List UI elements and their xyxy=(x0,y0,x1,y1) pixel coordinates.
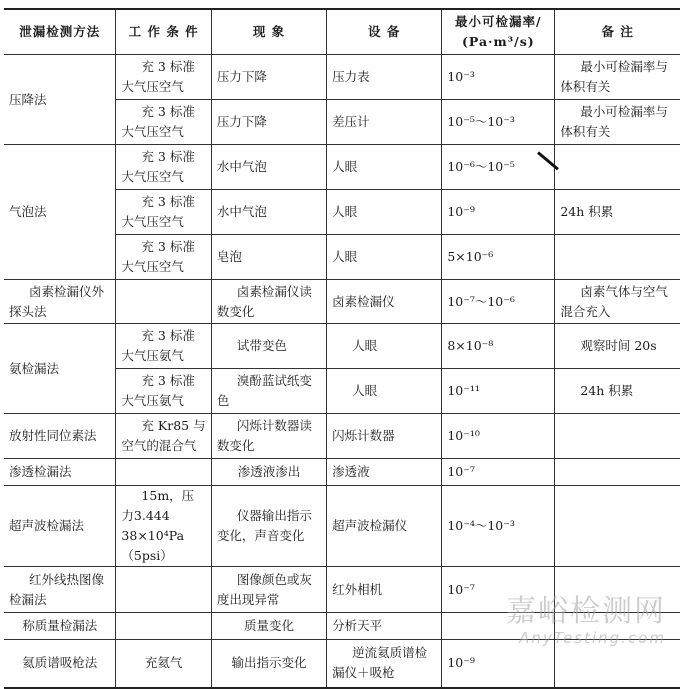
cell-phenomenon: 皂泡 xyxy=(211,235,326,280)
watermark-en: AnyTesting.com xyxy=(519,629,666,647)
header-equipment: 设 备 xyxy=(327,9,442,55)
cell-equipment: 逆流氦质谱检漏仪＋吸枪 xyxy=(327,640,442,688)
cell-phenomenon: 渗透液渗出 xyxy=(211,459,326,486)
cell-min-rate: 10⁻⁹ xyxy=(442,640,555,688)
cell-phenomenon: 水中气泡 xyxy=(211,190,326,235)
cell-min-rate: 10⁻⁴～10⁻³ xyxy=(442,486,555,567)
cell-equipment: 差压计 xyxy=(327,100,442,145)
watermark-cn: 嘉峪检测网 xyxy=(506,594,666,629)
cell-phenomenon: 卤素检漏仪读数变化 xyxy=(211,280,326,324)
table-row xyxy=(4,145,680,190)
cell-condition: 充 3 标准大气压空气 xyxy=(116,55,211,100)
cell-min-rate: 10⁻⁷ xyxy=(442,567,555,613)
cell-condition: 15m，压力3.444 38×10⁴Pa（5psi） xyxy=(116,486,211,567)
table-row xyxy=(4,613,680,640)
cell-remark xyxy=(555,567,680,613)
cell-remark xyxy=(555,486,680,567)
cell-equipment: 人眼 xyxy=(327,145,442,190)
cell-method: 卤素检漏仪外探头法 xyxy=(4,280,116,324)
header-phenomenon: 现 象 xyxy=(211,9,326,55)
cell-phenomenon: 试带变色 xyxy=(211,324,326,369)
cell-min-rate: 10⁻⁹ xyxy=(442,190,555,235)
cell-equipment: 压力表 xyxy=(327,55,442,100)
cell-min-rate: 10⁻³ xyxy=(442,55,555,100)
cell-equipment: 卤素检漏仪 xyxy=(327,280,442,324)
cell-phenomenon: 图像颜色或灰度出现异常 xyxy=(211,567,326,613)
cell-condition: 充 3 标准大气压空气 xyxy=(116,235,211,280)
header-condition: 工 作 条 件 xyxy=(116,9,211,55)
header-min-rate-line2: (Pa·m³/s) xyxy=(462,34,535,49)
cell-equipment: 分析天平 xyxy=(327,613,442,640)
table-row xyxy=(4,55,680,100)
cell-phenomenon: 溴酚蓝试纸变色 xyxy=(211,369,326,414)
cell-method: 气泡法 xyxy=(4,145,116,280)
header-method: 泄漏检测方法 xyxy=(4,9,116,55)
cell-condition: 充 3 标准大气压氨气 xyxy=(116,324,211,369)
cell-min-rate: 5×10⁻⁶ xyxy=(442,235,555,280)
cell-method: 称质量检漏法 xyxy=(4,613,116,640)
cell-min-rate: 10⁻¹¹ xyxy=(442,369,555,414)
cell-min-rate: 8×10⁻⁸ xyxy=(442,324,555,369)
cell-remark: 卤素气体与空气混合充入 xyxy=(555,280,680,324)
cell-method: 氦质谱吸枪法 xyxy=(4,640,116,688)
cell-remark: 最小可检漏率与体积有关 xyxy=(555,55,680,100)
table-row xyxy=(4,486,680,567)
cell-condition: 充 3 标准大气压空气 xyxy=(116,145,211,190)
cell-phenomenon: 仪器输出指示变化，声音变化 xyxy=(211,486,326,567)
cell-method: 压降法 xyxy=(4,55,116,145)
cell-phenomenon: 压力下降 xyxy=(211,55,326,100)
cell-remark: 观察时间 20s xyxy=(555,324,680,369)
cell-equipment: 红外相机 xyxy=(327,567,442,613)
cell-condition xyxy=(116,567,211,613)
cell-method: 超声波检漏法 xyxy=(4,486,116,567)
cell-min-rate: 10⁻⁷～10⁻⁶ xyxy=(442,280,555,324)
table-row xyxy=(4,414,680,459)
cell-remark: 24h 积累 xyxy=(555,369,680,414)
cell-condition xyxy=(116,280,211,324)
table-row xyxy=(4,567,680,613)
table-row xyxy=(4,640,680,688)
cell-condition: 充 3 标准大气压氨气 xyxy=(116,369,211,414)
cell-min-rate: 10⁻⁶～10⁻⁵ xyxy=(442,145,555,190)
cell-equipment: 人眼 xyxy=(327,369,442,414)
cell-min-rate xyxy=(442,613,555,640)
cell-condition: 充 3 标准大气压空气 xyxy=(116,100,211,145)
cell-phenomenon: 闪烁计数器读数变化 xyxy=(211,414,326,459)
cell-condition: 充 3 标准大气压空气 xyxy=(116,190,211,235)
cell-phenomenon: 输出指示变化 xyxy=(211,640,326,688)
cell-min-rate: 10⁻⁷ xyxy=(442,459,555,486)
cell-remark xyxy=(555,640,680,688)
cell-min-rate: 10⁻⁵～10⁻³ xyxy=(442,100,555,145)
cell-equipment: 人眼 xyxy=(327,190,442,235)
cell-phenomenon: 压力下降 xyxy=(211,100,326,145)
cell-remark xyxy=(555,145,680,190)
cell-phenomenon: 水中气泡 xyxy=(211,145,326,190)
cell-remark xyxy=(555,613,680,640)
table-row xyxy=(4,324,680,369)
cell-equipment: 超声波检漏仪 xyxy=(327,486,442,567)
cell-condition xyxy=(116,459,211,486)
header-remark: 备 注 xyxy=(555,9,680,55)
cell-equipment: 渗透液 xyxy=(327,459,442,486)
header-min-rate-line1: 最小可检漏率/ xyxy=(455,14,542,29)
cell-phenomenon: 质量变化 xyxy=(211,613,326,640)
cell-condition: 充 Kr85 与空气的混合气 xyxy=(116,414,211,459)
cell-remark xyxy=(555,235,680,280)
cell-remark: 24h 积累 xyxy=(555,190,680,235)
cell-equipment: 人眼 xyxy=(327,324,442,369)
header-min-rate xyxy=(442,9,555,55)
cell-method: 氨检漏法 xyxy=(4,324,116,414)
table-row xyxy=(4,459,680,486)
cell-equipment: 闪烁计数器 xyxy=(327,414,442,459)
leak-detection-methods-table xyxy=(4,8,680,689)
table-header-row xyxy=(4,9,680,55)
table-row xyxy=(4,280,680,324)
cell-condition: 充氦气 xyxy=(116,640,211,688)
cell-min-rate: 10⁻¹⁰ xyxy=(442,414,555,459)
cell-method: 放射性同位素法 xyxy=(4,414,116,459)
cell-remark xyxy=(555,414,680,459)
cell-method: 红外线热图像检漏法 xyxy=(4,567,116,613)
cell-remark xyxy=(555,459,680,486)
cell-remark: 最小可检漏率与体积有关 xyxy=(555,100,680,145)
cell-method: 渗透检漏法 xyxy=(4,459,116,486)
cell-condition xyxy=(116,613,211,640)
cell-equipment: 人眼 xyxy=(327,235,442,280)
